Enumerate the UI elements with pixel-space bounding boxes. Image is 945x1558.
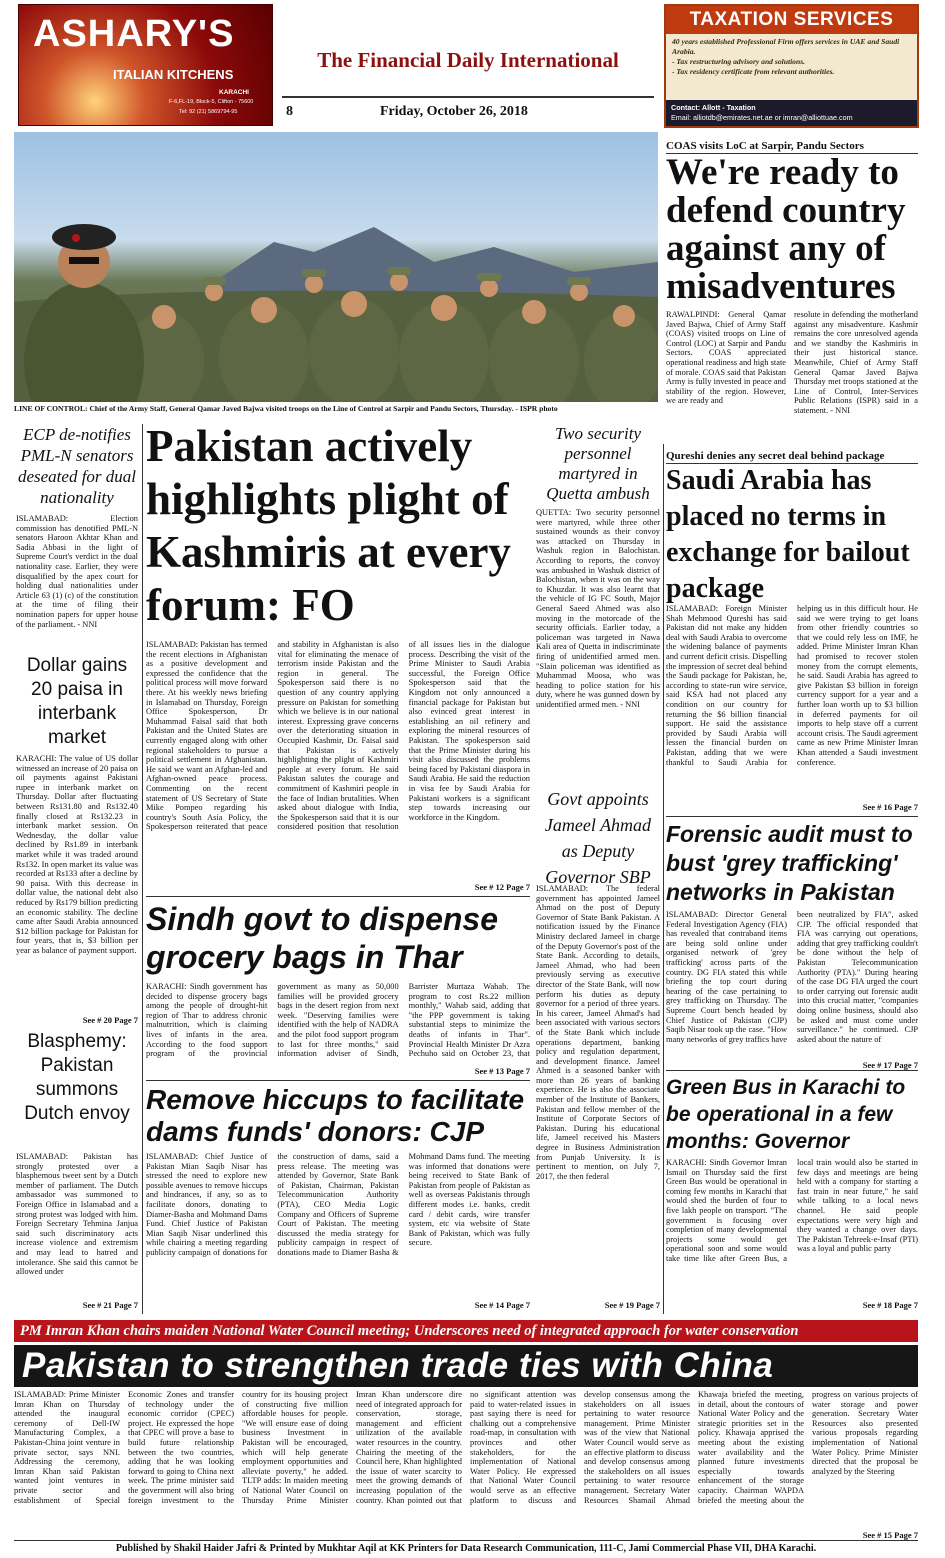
dams-headline: Remove hiccups to facilitate dams funds' donors: CJP bbox=[146, 1084, 525, 1147]
ecp-body: ISLAMABAD: Election commission has denotified PML-N senators Haroon Akhtar Khan and Sadia Abbasi in the light of Supreme Court's verdict in the dual nationality case. Earlier, they were disqualified by the apex court for holding dual nationalities under Article 63 (1) (c) of the constitution at the time of filing their nomination papers for upper house of the parliament. - NNI bbox=[16, 514, 138, 629]
ashary-address: F-6,FL-19, Block-5, Clifton - 75600 bbox=[169, 99, 254, 105]
coas-body-col2: resolute in defending the motherland against any misadventure. Kashmir remains the core unresolved agenda and we standby the Kashmiris in their just historical stance. Meanwhile, Chief of Army Staff General Qamar Javed Bajwa Thursday met troops stationed at the Line of Control, Inter-Services Public Relations (ISPR) said in a statement. - NNI bbox=[794, 310, 918, 415]
coas-body-col1: RAWALPINDI: General Qamar Javed Bajwa, Chief of Army Staff (COAS) visited troops on Line of Control (LOC) at Sarpir and Pandu Sectors. COAS appreciated operational readiness and high state of morale. COAS said that Pakistan Army is fully invested in peace and stability of the region. However, we are ready and bbox=[666, 310, 786, 406]
blasphemy-body: ISLAMABAD: Pakistan has strongly protested over a blasphemous tweet sent by a Dutch member of parliament. The Dutch ambassador was summoned to Foreign Office in Islamabad and a strong protest was lodged with him. Foreign Secretary Tehmina Janjua said such discriminatory acts increase violence and extremism and may lead to hatred and intolerance. She said this cannot be allowed under bbox=[16, 1152, 138, 1277]
sbp-more: See # 19 Page 7 bbox=[604, 1300, 660, 1310]
dollar-headline: Dollar gains 20 paisa in interbank market bbox=[26, 655, 128, 748]
dams-body: ISLAMABAD: Chief Justice of Pakistan Mian Saqib Nisar has stressed the need to explore new possible avenues to remove hiccups and hindrances, if any, so as to facilitate donors, donating to Diamer-Basha and Mohmand Dams Fund. Chief Justice of Pakistan Mian Saqib Nisar underlined this while chairing a meeting regarding publicity campaign of donations for the construction of dams, said a press release. The meeting was attended by Governor, State Bank of Pakistan, Chairman, Pakistan Telecommunication Authority (PTA), CEO Media Logic Company and Officers of Supreme Court of Pakistan. The meeting discussed the media strategy for publicity campaign in respect of donations made to Diamer Basha & Mohmand Dams fund. The meeting was informed that donations were being received to State Bank of Pakistan from people of Pakistan as well as overseas Pakistanis through different modes i.e. banks, credit card / debit cards, wire transfer system, etc via website of State Bank of Pakistan, which was fully secure. bbox=[146, 1152, 530, 1257]
masthead-title: The Financial Daily International bbox=[317, 48, 619, 72]
forensic-more: See # 17 Page 7 bbox=[862, 1060, 918, 1070]
photo-caption: LINE OF CONTROL: Chief of the Army Staff, General Qamar Javed Bajwa visited troops on the Line of Control at Sarpir and Pandu Sectors, Thursday. - ISPR photo bbox=[14, 404, 558, 413]
kashmir-headline: Pakistan actively highlights plight of Kashmiris at every forum: FO bbox=[146, 421, 511, 630]
coas-headline: We're ready to defend country against any of misadventures bbox=[666, 152, 906, 307]
greenbus-body: KARACHI: Sindh Governor Imran Ismail on Thursday said the first Green Bus would be operational in coming few months in Karachi that would shed the burden of four to five lakh people on transport. "The government is focusing over completion of many developmental projects some would get operational soon and some would take time like after Green Bus, a local train would also be started in few days and meetings are being held with a company for starting a fast train in near future," he said while talking to a local news channel. He said people expectations were very high and they wanted a change over days. The Pakistan Tehreek-e-Insaf (PTI) was a loyal and public party bbox=[666, 1158, 918, 1263]
forensic-body: ISLAMABAD: Director General Federal Investigation Agency (FIA) has revealed that contraband items are being sold online under organised network of 'grey trafficking' across parts of the country. DG FIA stated this while briefing the top court during hearing of the case pertaining to grey trafficking on Thursday. The Supreme Court bench headed by Chief Justice of Pakistan (CJP) Saqib Nisar took up the case. "How many networks of grey traffics have been neutralized by FIA", asked CJP. The official responded that FIA was carrying out operations, adding that grey trafficking couldn't be done without the help of Pakistan Telecommunication Authority (PTA)." During hearing of the case DG FIA urged the court to order carrying out forensic audit into this crucial matter, "companies doing online business, should also be asked and must come under surveillance." he continued. CJP asked about the nature of bbox=[666, 910, 918, 1044]
taxation-line: 40 years established Professional Firm offers services in UAE and Saudi Arabia. bbox=[672, 37, 900, 56]
china-body: ISLAMABAD: Prime Minister Imran Khan on Thursday attended the inaugural ceremony of Dell-IW Manufacturing Complex, a Pakistan-China joint venture in private sector, says NNI. Addressing the ceremony, Imran Khan said Pakistan wanted joint ventures in private sector and establishment of Special Economic Zones and transfer of technology under the economic corridor (CPEC) project. He expressed the hope that CPEC will prove a base to build future relationship between the two countries, adding that he was looking forward to going to China next week. The prime minister said the government will also bring foreign investment to the country for its housing project of constructing five million affordable houses for people. "We will ensure ease of doing business Investment in Pakistan will be encouraged, which will help generate employment opportunities and alleviate poverty," he added. TLTP adds: In maiden meeting of National Water Council on Thursday Prime Minister Imran Khan underscore dire need of integrated approach for conservation, storage, management and efficient utilization of the available water resources in the country. Chairing the meeting of the Council here, Khan highlighted the issue of water scarcity to meet the growing demands of increasing population of the country. Khan pointed out that no significant attention was paid to water-related issues in past saying there is need for chalking out a comprehensive road-map, in consultation with provinces and other stakeholders, for the implementation of National Water Policy. He expressed that National Water Council would serve as an effective platform to discuss and develop consensus among the stakeholders on all issues pertaining to water resource management. Prime Minister was of the view that National Water Council would serve as an effective platform to discuss and develop consensus among the stakeholders on all issues pertaining to water resource management. Secretary Water Resources Shamail Ahmad Khawaja briefed the meeting, in detail, about the contours of National Water Policy and the strategic priorities set in the policy. Khawaja apprised the meeting about the existing water availability and the planned future investments especially towards enhancement of the storage capacity. Chairman WAPDA briefed the meeting about the progress on various projects of water storage and power generation. Secretary Water Resources also presented various proposals regarding implementation of National Water Policy. Prime Minister directed that the proposal be analyzed by the Steering bbox=[14, 1390, 918, 1505]
dams-more: See # 14 Page 7 bbox=[474, 1300, 530, 1310]
masthead-date: Friday, October 26, 2018 bbox=[380, 104, 528, 119]
saudi-kicker: Qureshi denies any secret deal behind package bbox=[666, 450, 918, 464]
greenbus-more: See # 18 Page 7 bbox=[862, 1300, 918, 1310]
blasphemy-more: See # 21 Page 7 bbox=[82, 1300, 138, 1310]
taxation-ad bbox=[664, 4, 919, 128]
sindh-body: KARACHI: Sindh government has decided to dispense grocery bags among the people of drought-hit region of Thar to address chronic malnutrition, which is claiming lives of infants in the area. According to the food support program of the provincial government as many as 50,000 families will be provided grocery bags in the desert region from next week. "Deserving families were identified with the help of NADRA and the pilot food support program to last for three months," said information adviser of Sindh, Barrister Murtaza Wahab. The program to cost Rs.22 million monthly," Wahab said, adding that "the PPP government is taking substantial steps to minimize the deaths of infants in Thar". Provincial Health Minister Dr Azra Pechuho said on October 23, that bbox=[146, 982, 530, 1059]
dollar-more: See # 20 Page 7 bbox=[82, 1015, 138, 1025]
kashmir-body: ISLAMABAD: Pakistan has termed the recent elections in Afghanistan as a positive development and expressed the confidence that the political process will move forward there. At his weekly news briefing in Islamabad on Thursday, Foreign Office Spokesperson, Dr Muhammad Faisal said that both Pakistan and the United States are currently engaged along with other regional stakeholders to pursue a political settlement in Afghanistan. He said we want an Afghan-led and Afghan-owned peace process. Commenting on the recent statement of US Secretary of State Mike Pompeo regarding his country's South Asia Policy, the Spokesperson reiterated that peace and stability in Afghanistan is also vital for eliminating the menace of terrorism inside Pakistan and the region in general. The Spokesperson said there is no question of any country applying pressure on Pakistan for something which we believe is in our national interest. Expressing grave concerns over the deteriorating situation in Occupied Kashmir, Dr. Faisal said that Pakistan is actively highlighting the plight of Kashmiri people at every forum. He said Pakistan salutes the courage and commitment of Kashmiri people in the face of Indian brutalities. When asked about dialogue with India, the Spokesperson said that it is our considered position that resolution of all issues lies in the dialogue process. Describing the visit of the Prime Minister to Saudi Arabia successful, the Foreign Office Spokesperson said that the Kingdom not only announced a financial package for Pakistan but also evinced great interest in establishing an oil refinery and exploring the mineral resources of Pakistan. The spokesperson said that the Prime Minister during his visit also discussed the problems being faced by Pakistani diaspora in Saudi Arabia. He said the reduction in visa fee by Saudi Arabia for Pakistani workers is a significant step towards increasing our workforce in the Kingdom. bbox=[146, 640, 530, 832]
saudi-headline: Saudi Arabia has placed no terms in exchange for bailout package bbox=[666, 465, 910, 604]
ashary-name: ASHARY'S bbox=[33, 13, 235, 55]
coas-kicker: COAS visits LoC at Sarpir, Pandu Sectors bbox=[666, 140, 918, 154]
china-headline: Pakistan to strengthen trade ties with China bbox=[14, 1345, 918, 1387]
quetta-body: QUETTA: Two security personnel were martyred, while three other sustained wounds as their convoy was attacked on Thursday in Washuk region in Balochistan. According to reports, the convoy was ambushed in Washuk district of Balochistan, when it was on the way to Khuzdar. It was also learnt that the vehicle of IG FC South, Major General Saeed Ahmed was also moving in the motorcade of the security officials. Earlier today, a policeman was targeted in Nawa Kali area of Quetta in indiscriminate firing of unidentified armed men. "Slain policeman was identified as Muhammad Moosa, who was heading to police station for his duty, where he was gunned down by unidentified armed men. - NNI bbox=[536, 508, 660, 709]
sbp-body: ISLAMABAD: The federal government has appointed Jameel Ahmad on the post of Deputy Governor of State Bank Pakistan. A notification issued by the Finance Ministry declared Jameel in charge of the Deputy Governor's post of the State Bank. According to details, Jameel Ahmad, who had been previously serving as executive director of the State Bank, will now perform his duties as deputy governor for a period of three years. In his career, Jameel Ahmad's had been associated with various sectors of the State Bank which include operations department, banking policy and regulation department, and development finance. Jameel Ahmed is a seasoned banker with more than 26 years of banking experience. He is also the associate member of the Institute of Bankers, Pakistan and fellow member of the Institute of Corporate Sectors of Pakistan. During his educational life, Jameel received his Masters degree in Business Administration from Punjab University. It is pertinent to mention, on July 7, 2017, the then federal bbox=[536, 884, 660, 1181]
saudi-more: See # 16 Page 7 bbox=[862, 802, 918, 812]
sindh-more: See # 13 Page 7 bbox=[474, 1066, 530, 1076]
greenbus-headline: Green Bus in Karachi to be operational in a few months: Governor bbox=[666, 1076, 906, 1153]
taxation-title: TAXATION SERVICES bbox=[666, 6, 917, 34]
ashary-subtitle: ITALIAN KITCHENS bbox=[113, 67, 234, 82]
quetta-headline: Two security personnel martyred in Quetta ambush bbox=[546, 424, 650, 503]
lead-photo bbox=[14, 132, 658, 402]
taxation-contact: Contact: Allott - Taxation bbox=[671, 103, 756, 112]
page-number: 8 bbox=[286, 104, 293, 119]
ecp-headline: ECP de-notifies PML-N senators deseated for dual nationality bbox=[17, 425, 137, 507]
ashary-ad bbox=[18, 4, 273, 126]
sbp-headline: Govt appoints Jameel Ahmad as Deputy Governor SBP bbox=[544, 789, 652, 887]
imprint-footer: Published by Shakil Haider Jafri & Printed by Mukhtar Aqil at KK Printers for Data Research Communication, 111-C, Jami Commercial Phase VII, DHA Karachi. bbox=[115, 1543, 817, 1554]
troops-illustration bbox=[14, 132, 658, 402]
saudi-body: ISLAMABAD: Foreign Minister Shah Mehmood Qureshi has said Pakistan did not make any hidden deal with Saudi Arabia to overcome the widening balance of payments and current deficit crisis. Dispelling the impression of secret deal behind the Saudi package for Pakistan, he, according to state-run wire service, said KSA had not placed any condition on our country for returning the $6 billion financial support. He said the assistance provided by Saudi Arabia will lessen the financial burden on Pakistan, adding that we were thankful to Saudi Arabia for helping us in this difficult hour. He said we were trying to get loans from other friendly countries so that we could rely less on IMF, he added. Prime Minister Imran Khan had promised to recover stolen money from the corrupt elements, he said. Saudi Arabia has agreed to give Pakistan $3 billion in foreign currency support for a year and a further loan worth up to $3 billion in deferred payments for oil imports to help stave off a current account crisis. The Saudi agreement came as new Prime Minister Imran Khan attended a Saudi investment conference. bbox=[666, 604, 918, 767]
blasphemy-headline: Blasphemy: Pakistan summons Dutch envoy bbox=[24, 1031, 130, 1124]
dollar-body: KARACHI: The value of US dollar witnessed an increase of 20 paisa on oil payments against Pakistani rupee in interbank market on Thursday. Dollar after fluctuating between Rs131.80 and Rs132.40 finally closed at Rs132.23 in interbank market session. On Wednesday, the dollar value declined by Rs1.89 in interbank market while it was traded around Rs132. In open market its value was recorded at Rs133 after a decline by 90 paisa. With this decrease in dollar value, the national debt also reduced by Rs179 billion predicting an economic stability. The decline came after Saudi Arabia announced $12 billion package for Pakistan for four years, that is, $3 billion per year as balance of payment support. bbox=[16, 754, 138, 955]
sindh-headline: Sindh govt to dispense grocery bags in Thar bbox=[146, 901, 499, 975]
taxation-line: - Tax residency certificate from relevant authorities. bbox=[672, 67, 835, 76]
ashary-tel: Tel: 92 (21) 5869794-95 bbox=[179, 109, 238, 115]
water-council-banner: PM Imran Khan chairs maiden National Water Council meeting; Underscores need of integrated approach for water conservation bbox=[14, 1320, 918, 1342]
taxation-email: Email: alliotdb@emirates.net.ae or imran@alliottuae.com bbox=[671, 113, 853, 122]
ashary-city: KARACHI bbox=[219, 89, 249, 96]
taxation-line: - Tax restructuring advisory and solutions. bbox=[672, 57, 806, 66]
china-more: See # 15 Page 7 bbox=[862, 1530, 918, 1540]
kashmir-more: See # 12 Page 7 bbox=[474, 882, 530, 892]
forensic-headline: Forensic audit must to bust 'grey trafficking' networks in Pakistan bbox=[666, 821, 913, 905]
